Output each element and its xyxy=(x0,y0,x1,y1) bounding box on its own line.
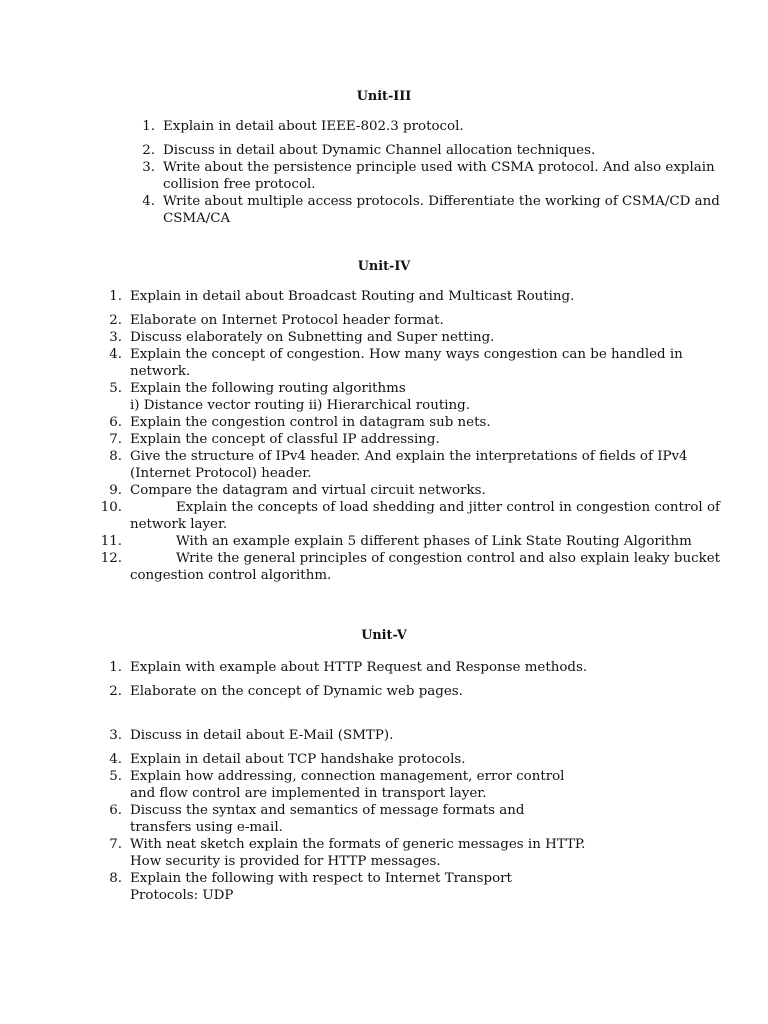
question-number: 5. xyxy=(109,769,122,784)
question-number: 1. xyxy=(142,119,155,134)
question-text: Explain the concepts of load shedding and jitter control in congestion control of network layer. xyxy=(130,500,720,532)
question-text: Explain in detail about IEEE-802.3 protocol. xyxy=(163,119,464,134)
unit-5-question-4 xyxy=(109,751,600,768)
question-text: Explain with example about HTTP Request and Response methods. xyxy=(130,660,588,675)
question-text: Elaborate on the concept of Dynamic web pages. xyxy=(130,684,463,699)
unit-5-question-2 xyxy=(109,683,600,700)
unit-5-question-3 xyxy=(109,727,600,744)
question-text: Discuss elaborately on Subnetting and Super netting. xyxy=(130,330,495,345)
question-text: Discuss in detail about E-Mail (SMTP). xyxy=(130,728,394,743)
question-number: 2. xyxy=(109,313,122,328)
unit-5-question-6 xyxy=(109,802,600,836)
unit-4-question-5 xyxy=(109,380,720,414)
unit-4-question-8 xyxy=(109,448,720,482)
unit-4-question-6 xyxy=(109,414,720,431)
question-number: 10. xyxy=(100,500,122,515)
question-number: 6. xyxy=(109,415,122,430)
unit-4-question-4 xyxy=(109,346,720,380)
question-text: Explain the following routing algorithms xyxy=(130,381,406,396)
question-text: Discuss in detail about Dynamic Channel allocation techniques. xyxy=(163,143,596,158)
question-number: 4. xyxy=(142,194,155,209)
question-text: Explain in detail about TCP handshake protocols. xyxy=(130,752,466,767)
question-text: Write about the persistence principle used with CSMA protocol. And also explain collision free protocol. xyxy=(163,160,715,192)
unit-4-question-10 xyxy=(100,499,720,533)
question-number: 3. xyxy=(109,728,122,743)
question-text: Elaborate on Internet Protocol header format. xyxy=(130,313,444,328)
question-text: Write about multiple access protocols. Differentiate the working of CSMA/CD and CSMA/CA xyxy=(163,194,720,226)
question-number: 8. xyxy=(109,871,122,886)
unit-4-question-11 xyxy=(100,533,720,550)
unit-3-question-4 xyxy=(142,193,753,227)
question-text: Discuss the syntax and semantics of message formats and transfers using e-mail. xyxy=(130,803,525,835)
question-text: Explain the concept of congestion. How many ways congestion can be handled in network. xyxy=(130,347,683,379)
unit-3-title: Unit-III xyxy=(356,89,412,104)
question-number: 7. xyxy=(109,432,122,447)
question-text: Explain the congestion control in datagram sub nets. xyxy=(130,415,491,430)
unit-5-question-list xyxy=(109,659,600,904)
unit-4-question-12 xyxy=(100,550,720,584)
unit-4-question-1 xyxy=(109,288,720,305)
question-number: 4. xyxy=(109,752,122,767)
question-number: 7. xyxy=(109,837,122,852)
unit-5-question-1 xyxy=(109,659,600,676)
question-text: Explain how addressing, connection management, error control and flow control are implemented in transport layer. xyxy=(130,769,565,801)
question-text: Explain the following with respect to Internet Transport Protocols: UDP xyxy=(130,871,512,903)
unit-4-title: Unit-IV xyxy=(357,259,411,274)
unit-4-question-2 xyxy=(109,312,720,329)
question-subtext: i) Distance vector routing ii) Hierarchical routing. xyxy=(130,398,470,413)
question-number: 1. xyxy=(109,660,122,675)
question-number: 6. xyxy=(109,803,122,818)
unit-5-title: Unit-V xyxy=(361,628,407,643)
question-number: 3. xyxy=(142,160,155,175)
unit-5-question-5 xyxy=(109,768,600,802)
question-number: 11. xyxy=(100,534,122,549)
question-text: Explain the concept of classful IP addressing. xyxy=(130,432,440,447)
question-number: 2. xyxy=(142,143,155,158)
question-text: With an example explain 5 different phases of Link State Routing Algorithm xyxy=(176,534,692,549)
unit-4-question-7 xyxy=(109,431,720,448)
unit-4-question-list xyxy=(100,288,720,584)
question-text: Write the general principles of congestion control and also explain leaky bucket congestion control algorithm. xyxy=(130,551,720,583)
question-number: 3. xyxy=(109,330,122,345)
question-number: 4. xyxy=(109,347,122,362)
unit-3-question-list xyxy=(142,118,753,227)
unit-5-question-8 xyxy=(109,870,600,904)
unit-3-question-3 xyxy=(142,159,753,193)
unit-5-question-7 xyxy=(109,836,600,870)
question-number: 9. xyxy=(109,483,122,498)
unit-3-question-1 xyxy=(142,118,753,135)
question-number: 1. xyxy=(109,289,122,304)
question-text: With neat sketch explain the formats of generic messages in HTTP. How security is provided for HTTP messages. xyxy=(130,837,586,869)
unit-4-question-9 xyxy=(109,482,720,499)
question-number: 2. xyxy=(109,684,122,699)
question-number: 8. xyxy=(109,449,122,464)
question-text: Explain in detail about Broadcast Routing and Multicast Routing. xyxy=(130,289,575,304)
question-text: Give the structure of IPv4 header. And explain the interpretations of fields of IPv4 (Internet Protocol) header. xyxy=(130,449,688,481)
unit-4-question-3 xyxy=(109,329,720,346)
question-number: 12. xyxy=(100,551,122,566)
question-number: 5. xyxy=(109,381,122,396)
question-text: Compare the datagram and virtual circuit networks. xyxy=(130,483,486,498)
unit-3-question-2 xyxy=(142,142,753,159)
